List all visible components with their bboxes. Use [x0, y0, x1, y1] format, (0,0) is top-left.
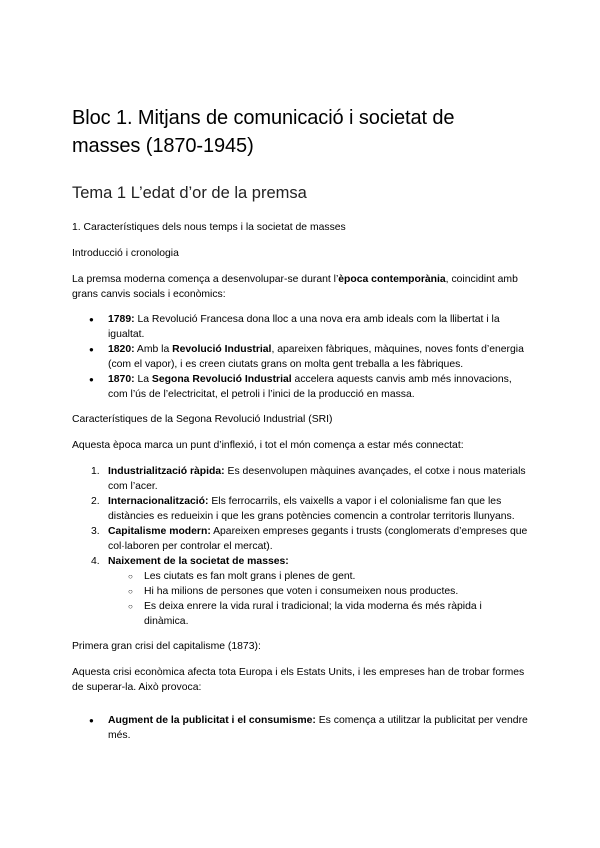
- list-item: 1. Industrialització ràpida: Es desenvolupen màquines avançades, el cotxe i nous materials com l’acer.: [91, 466, 526, 492]
- list-item: 2. Internacionalització: Els ferrocarrils, els vaixells a vapor i el colonialisme fan que les distàncies es redueixin i que les grans potències comencin a controlar territoris llunyans.: [91, 496, 515, 522]
- sub-list-item: ○ Hi ha milions de persones que voten i consumeixen nous productes.: [108, 584, 528, 599]
- crisis-heading: Primera gran crisi del capitalisme (1873):: [72, 641, 261, 652]
- intro-heading: Introducció i cronologia: [72, 248, 179, 259]
- page-title: Bloc 1. Mitjans de comunicació i societat de masses (1870-1945): [72, 107, 455, 157]
- page-subtitle: Tema 1 L’edat d’or de la premsa: [72, 184, 307, 202]
- list-item: ● 1789: La Revolució Francesa dona lloc a una nova era amb ideals com la llibertat i la igualtat.: [72, 312, 528, 342]
- crisis-intro: Aquesta crisi econòmica afecta tota Europa i els Estats Units, i les empreses han de trobar formes de superar-la. Això provoca:: [72, 667, 525, 693]
- timeline-list: [72, 312, 528, 402]
- list-item: ● Augment de la publicitat i el consumisme: Es comença a utilitzar la publicitat per vendre més.: [72, 713, 528, 743]
- list-item: 4. Naixement de la societat de masses: ○ Les ciutats es fan molt grans i plenes de gent. ○ Hi ha milions de persones que voten i consumeixen nous productes. ○ Es deixa enrere la vida rural i tradicional; la vida moderna és més ràpida i dinàmica.: [72, 554, 528, 629]
- sub-list-item: ○ Les ciutats es fan molt grans i plenes de gent.: [108, 569, 528, 584]
- list-item: 3. Capitalisme modern: Apareixen empreses gegants i trusts (conglomerats d’empreses que col·laboren per controlar el mercat).: [91, 526, 528, 552]
- sri-list: [72, 464, 528, 629]
- list-item: ● 1870: La Segona Revolució Industrial accelera aquests canvis amb més innovacions, com l’ús de l’electricitat, el petroli i l’inici de la producció en massa.: [72, 372, 528, 402]
- intro-paragraph: La premsa moderna comença a desenvolupar-se durant l’època contemporània, coincidint amb grans canvis socials i econòmics:: [72, 274, 518, 300]
- list-item: ● 1820: Amb la Revolució Industrial, apareixen fàbriques, màquines, noves fonts d’energia (com el vapor), i es creen ciutats grans on molta gent treballa a les fàbriques.: [72, 342, 528, 372]
- section-heading: 1. Característiques dels nous temps i la societat de masses: [72, 222, 346, 233]
- masses-sublist: [108, 569, 528, 629]
- crisis-list: [72, 713, 528, 743]
- sri-intro: Aquesta època marca un punt d’inflexió, i tot el món comença a estar més connectat:: [72, 440, 464, 451]
- sub-list-item: ○ Es deixa enrere la vida rural i tradicional; la vida moderna és més ràpida i dinàmica.: [108, 599, 528, 629]
- sri-heading: Característiques de la Segona Revolució Industrial (SRI): [72, 414, 333, 425]
